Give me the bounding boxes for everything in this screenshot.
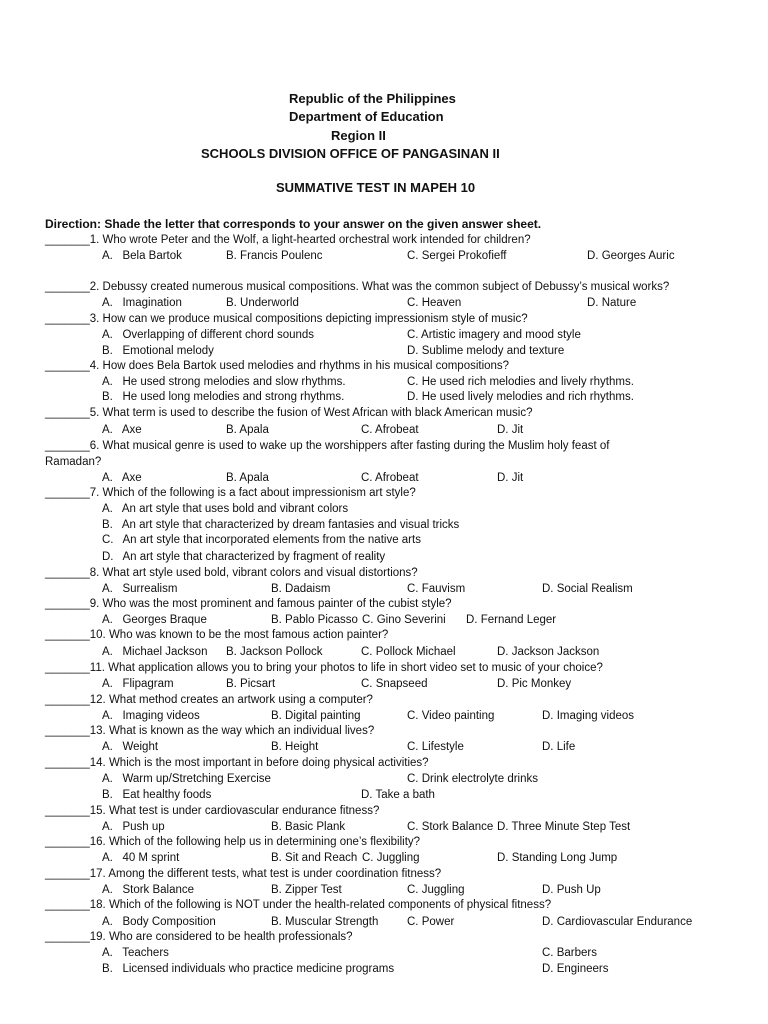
choice-9a: A. Georges Braque [102, 614, 207, 626]
choice-7c: C. An art style that incorporated elements from the native arts [102, 534, 421, 546]
choice-10c: C. Pollock Michael [361, 646, 456, 658]
choice-19a: A. Teachers [102, 947, 169, 959]
choice-8b: B. Dadaism [271, 583, 331, 595]
question-16: _______16. Which of the following help us in determining one’s flexibility? [45, 836, 421, 848]
choice-13d: D. Life [542, 741, 576, 753]
choice-12d: D. Imaging videos [542, 710, 635, 722]
choice-3c: C. Artistic imagery and mood style [407, 329, 581, 341]
choice-15c: C. Stork Balance [407, 821, 494, 833]
choice-4d: D. He used lively melodies and rich rhythms. [407, 391, 634, 403]
header-republic: Republic of the Philippines [289, 91, 456, 106]
choice-13c: C. Lifestyle [407, 741, 464, 753]
question-19: _______19. Who are considered to be health professionals? [45, 931, 353, 943]
choice-19d: D. Engineers [542, 963, 609, 975]
choice-16b: B. Sit and Reach [271, 852, 358, 864]
choice-19c: C. Barbers [542, 947, 597, 959]
choice-14b: B. Eat healthy foods [102, 789, 212, 801]
choice-9c: C. Gino Severini [362, 614, 446, 626]
choice-10a: A. Michael Jackson [102, 646, 208, 658]
choice-11a: A. Flipagram [102, 678, 174, 690]
choice-17d: D. Push Up [542, 884, 601, 896]
question-6: _______6. What musical genre is used to wake up the worshippers after fasting during the Muslim holy feast of [45, 440, 610, 452]
choice-15a: A. Push up [102, 821, 165, 833]
choice-7b: B. An art style that characterized by dream fantasies and visual tricks [102, 519, 460, 531]
choice-2d: D. Nature [587, 297, 637, 309]
question-14: _______14. Which is the most important in before doing physical activities? [45, 757, 429, 769]
question-4: _______4. How does Bela Bartok used melodies and rhythms in his musical compositions? [45, 360, 510, 372]
choice-18d: D. Cardiovascular Endurance [542, 916, 693, 928]
choice-6a: A. Axe [102, 472, 142, 484]
choice-12c: C. Video painting [407, 710, 495, 722]
choice-18a: A. Body Composition [102, 916, 216, 928]
question-2: _______2. Debussy created numerous musical compositions. What was the common subject of Debussy’s musical works? [45, 281, 670, 293]
choice-3b: B. Emotional melody [102, 345, 214, 357]
choice-5d: D. Jit [497, 424, 524, 436]
question-15: _______15. What test is under cardiovascular endurance fitness? [45, 805, 380, 817]
choice-7d: D. An art style that characterized by fragment of reality [102, 551, 386, 563]
choice-18c: C. Power [407, 916, 455, 928]
choice-9b: B. Pablo Picasso [271, 614, 358, 626]
question-1: _______1. Who wrote Peter and the Wolf, a light-hearted orchestral work intended for children? [45, 234, 531, 246]
header-division-office: SCHOOLS DIVISION OFFICE OF PANGASINAN II [201, 146, 500, 161]
choice-3a: A. Overlapping of different chord sounds [102, 329, 315, 341]
question-7: _______7. Which of the following is a fact about impressionism art style? [45, 487, 416, 499]
choice-5a: A. Axe [102, 424, 142, 436]
choice-6d: D. Jit [497, 472, 524, 484]
question-13: _______13. What is known as the way which an individual lives? [45, 725, 375, 737]
choice-17a: A. Stork Balance [102, 884, 195, 896]
question-10: _______10. Who was known to be the most famous action painter? [45, 629, 389, 641]
choice-13b: B. Height [271, 741, 319, 753]
choice-14a: A. Warm up/Stretching Exercise [102, 773, 271, 785]
direction: Direction: Shade the letter that corresponds to your answer on the given answer sheet. [45, 217, 542, 231]
choice-16c: C. Juggling [362, 852, 420, 864]
choice-16d: D. Standing Long Jump [497, 852, 618, 864]
choice-1c: C. Sergei Prokofieff [407, 250, 507, 262]
choice-13a: A. Weight [102, 741, 159, 753]
question-3: _______3. How can we produce musical compositions depicting impressionism style of music? [45, 313, 528, 325]
choice-10b: B. Jackson Pollock [226, 646, 323, 658]
choice-2c: C. Heaven [407, 297, 462, 309]
choice-11d: D. Pic Monkey [497, 678, 572, 690]
choice-16a: A. 40 M sprint [102, 852, 180, 864]
choice-5b: B. Apala [226, 424, 269, 436]
choice-10d: D. Jackson Jackson [497, 646, 600, 658]
choice-8c: C. Fauvism [407, 583, 466, 595]
choice-18b: B. Muscular Strength [271, 916, 379, 928]
choice-1a: A. Bela Bartok [102, 250, 182, 262]
choice-1d: D. Georges Auric [587, 250, 675, 262]
choice-3d: D. Sublime melody and texture [407, 345, 565, 357]
choice-9d: D. Fernand Leger [466, 614, 557, 626]
question-5: _______5. What term is used to describe the fusion of West African with black American music? [45, 407, 533, 419]
choice-12b: B. Digital painting [271, 710, 361, 722]
choice-11b: B. Picsart [226, 678, 276, 690]
choice-19b: B. Licensed individuals who practice medicine programs [102, 963, 395, 975]
choice-11c: C. Snapseed [361, 678, 428, 690]
choice-1b: B. Francis Poulenc [226, 250, 323, 262]
header-region: Region II [331, 128, 386, 143]
choice-6b: B. Apala [226, 472, 269, 484]
question-8: _______8. What art style used bold, vibrant colors and visual distortions? [45, 567, 418, 579]
question-18: _______18. Which of the following is NOT under the health-related components of physical fitness? [45, 899, 552, 911]
question-6-continued: Ramadan? [45, 456, 102, 468]
test-title: SUMMATIVE TEST IN MAPEH 10 [276, 180, 476, 195]
choice-7a: A. An art style that uses bold and vibrant colors [102, 503, 349, 515]
choice-14c: C. Drink electrolyte drinks [407, 773, 539, 785]
question-12: _______12. What method creates an artwork using a computer? [45, 694, 373, 706]
choice-4c: C. He used rich melodies and lively rhythms. [407, 376, 634, 388]
choice-2b: B. Underworld [226, 297, 299, 309]
choice-5c: C. Afrobeat [361, 424, 419, 436]
header-department: Department of Education [289, 109, 444, 124]
question-11: _______11. What application allows you to bring your photos to life in short video set to music of your choice? [45, 662, 603, 674]
question-17: _______17. Among the different tests, what test is under coordination fitness? [45, 868, 442, 880]
choice-15d: D. Three Minute Step Test [497, 821, 631, 833]
choice-4b: B. He used long melodies and strong rhythms. [102, 391, 345, 403]
choice-8a: A. Surrealism [102, 583, 178, 595]
choice-17b: B. Zipper Test [271, 884, 342, 896]
choice-8d: D. Social Realism [542, 583, 633, 595]
choice-15b: B. Basic Plank [271, 821, 346, 833]
choice-14d: D. Take a bath [361, 789, 435, 801]
choice-2a: A. Imagination [102, 297, 182, 309]
choice-6c: C. Afrobeat [361, 472, 419, 484]
choice-12a: A. Imaging videos [102, 710, 200, 722]
choice-4a: A. He used strong melodies and slow rhythms. [102, 376, 346, 388]
question-9: _______9. Who was the most prominent and famous painter of the cubist style? [45, 598, 452, 610]
choice-17c: C. Juggling [407, 884, 465, 896]
